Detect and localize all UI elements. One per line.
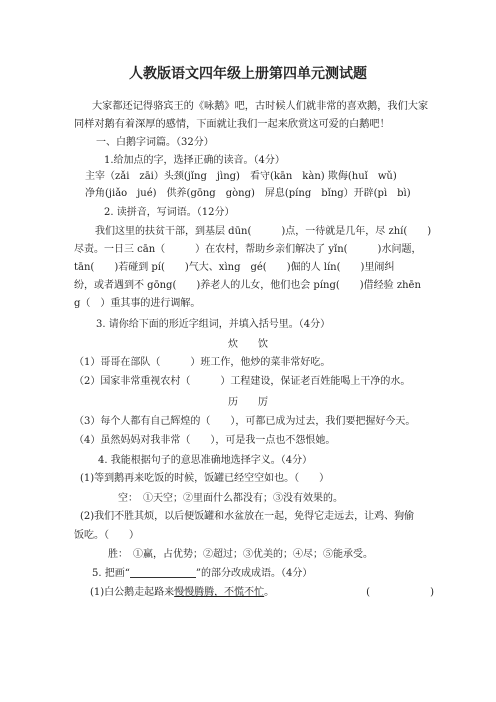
q4-sentence-1: (1)等到鹅再来吃饭的时候，饭罐已经空空如也。（ ） bbox=[80, 473, 330, 484]
q5-sentence-1 bbox=[90, 586, 434, 600]
q5-s1-underlined: 慢慢腾腾，不慌不忙 bbox=[174, 587, 265, 598]
document-title: 人教版语文四年级上册第四单元测试题 bbox=[129, 66, 367, 82]
q2-row-4: 纷，或者遇到不 gōng( )养老人的儿女，他们也会 píng( )借经验 zhēn bbox=[74, 280, 421, 291]
q3-pair-2: 历 厉 bbox=[228, 397, 268, 408]
q3-pair-1: 炊 饮 bbox=[228, 339, 268, 350]
q5-label-post: ”的部分改成成语。（4分） bbox=[195, 568, 313, 579]
q5-label bbox=[92, 567, 312, 581]
q1-label: 1.给加点的字，选择正确的读音。（4分） bbox=[104, 155, 285, 166]
q5-label-pre: 5. 把画“ bbox=[92, 568, 130, 579]
intro-line-2: 同样对鹅有着深厚的感情，下面就让我们一起来欣赏这可爱的白鹅吧！ bbox=[74, 119, 390, 130]
q2-row-1: 我们这里的扶贫干部，到基层 dūn( )点，一待就是几年，尽 zhí( ) bbox=[95, 226, 432, 237]
q2-row-2: 尽责。一日三 cān（ ）在农村，帮助乡亲们解决了 yǐn( )水问题， bbox=[74, 244, 422, 255]
q3-row-4: （4）虽然妈妈对我非常（ ），可是我一点也不怨恨她。 bbox=[74, 435, 336, 446]
q3-row-3: （3）每个人都有自己辉煌的（ ），可都已成为过去，我们要把握好今天。 bbox=[74, 416, 416, 427]
q5-s1-post: 。 bbox=[264, 587, 275, 598]
q3-row-2: （2）国家非常重视农村（ ）工程建设，保证老百姓能喝上干净的水。 bbox=[74, 376, 411, 387]
q4-sentence-2a: (2)我们不胜其烦，以后便饭罐和水盆放在一起，免得它走远去，让鸡、狗偷 bbox=[80, 511, 415, 522]
q2-label: 2. 读拼音，写词语。（12分） bbox=[104, 207, 235, 218]
q3-row-1: （1）哥哥在部队（ ）班工作，他炒的菜非常好吃。 bbox=[74, 357, 331, 368]
section-1-heading: 一、白鹅字词篇。（32分） bbox=[96, 137, 214, 148]
q1-row-2: 净角(jiǎo jué) 供养(gōng gòng) 屏息(píng bǐng）开辟(pì bì) bbox=[85, 188, 411, 199]
q4-sentence-2b: 饭吃。（ ） bbox=[74, 530, 139, 541]
q5-s1-answer-paren: ( ) bbox=[366, 587, 434, 598]
q5-s1-pre: (1)白公鹅走起路来 bbox=[90, 587, 175, 598]
q2-row-5: g（ ）重其事的进行调解。 bbox=[74, 298, 201, 309]
q2-row-3: tān( )若碰到 pí( )气大、xìng gé( )倔的人 lín( )里闹纠 bbox=[74, 262, 395, 273]
q4-options-2: 胜： ①赢，占优势；②超过；③优美的；④尽；⑤能承受。 bbox=[108, 549, 373, 560]
intro-line-1: 大家都还记得骆宾王的《咏鹅》吧，古时候人们就非常的喜欢鹅，我们大家 bbox=[92, 101, 429, 112]
q3-label: 3. 请你给下面的形近字组词，并填入括号里。（4分） bbox=[96, 319, 331, 330]
q4-options-1: 空： ①天空；②里面什么都没有；③没有效果的。 bbox=[118, 493, 343, 504]
q1-row-1: 主宰（zǎi zāi）头颈(jǐng jìng) 看守(kān kàn) 欺侮(huǐ wǔ) bbox=[85, 171, 397, 182]
q5-underline-blank bbox=[130, 567, 196, 578]
q4-label: 4. 我能根据句子的意思准确地选择字义。（4分） bbox=[98, 455, 313, 466]
